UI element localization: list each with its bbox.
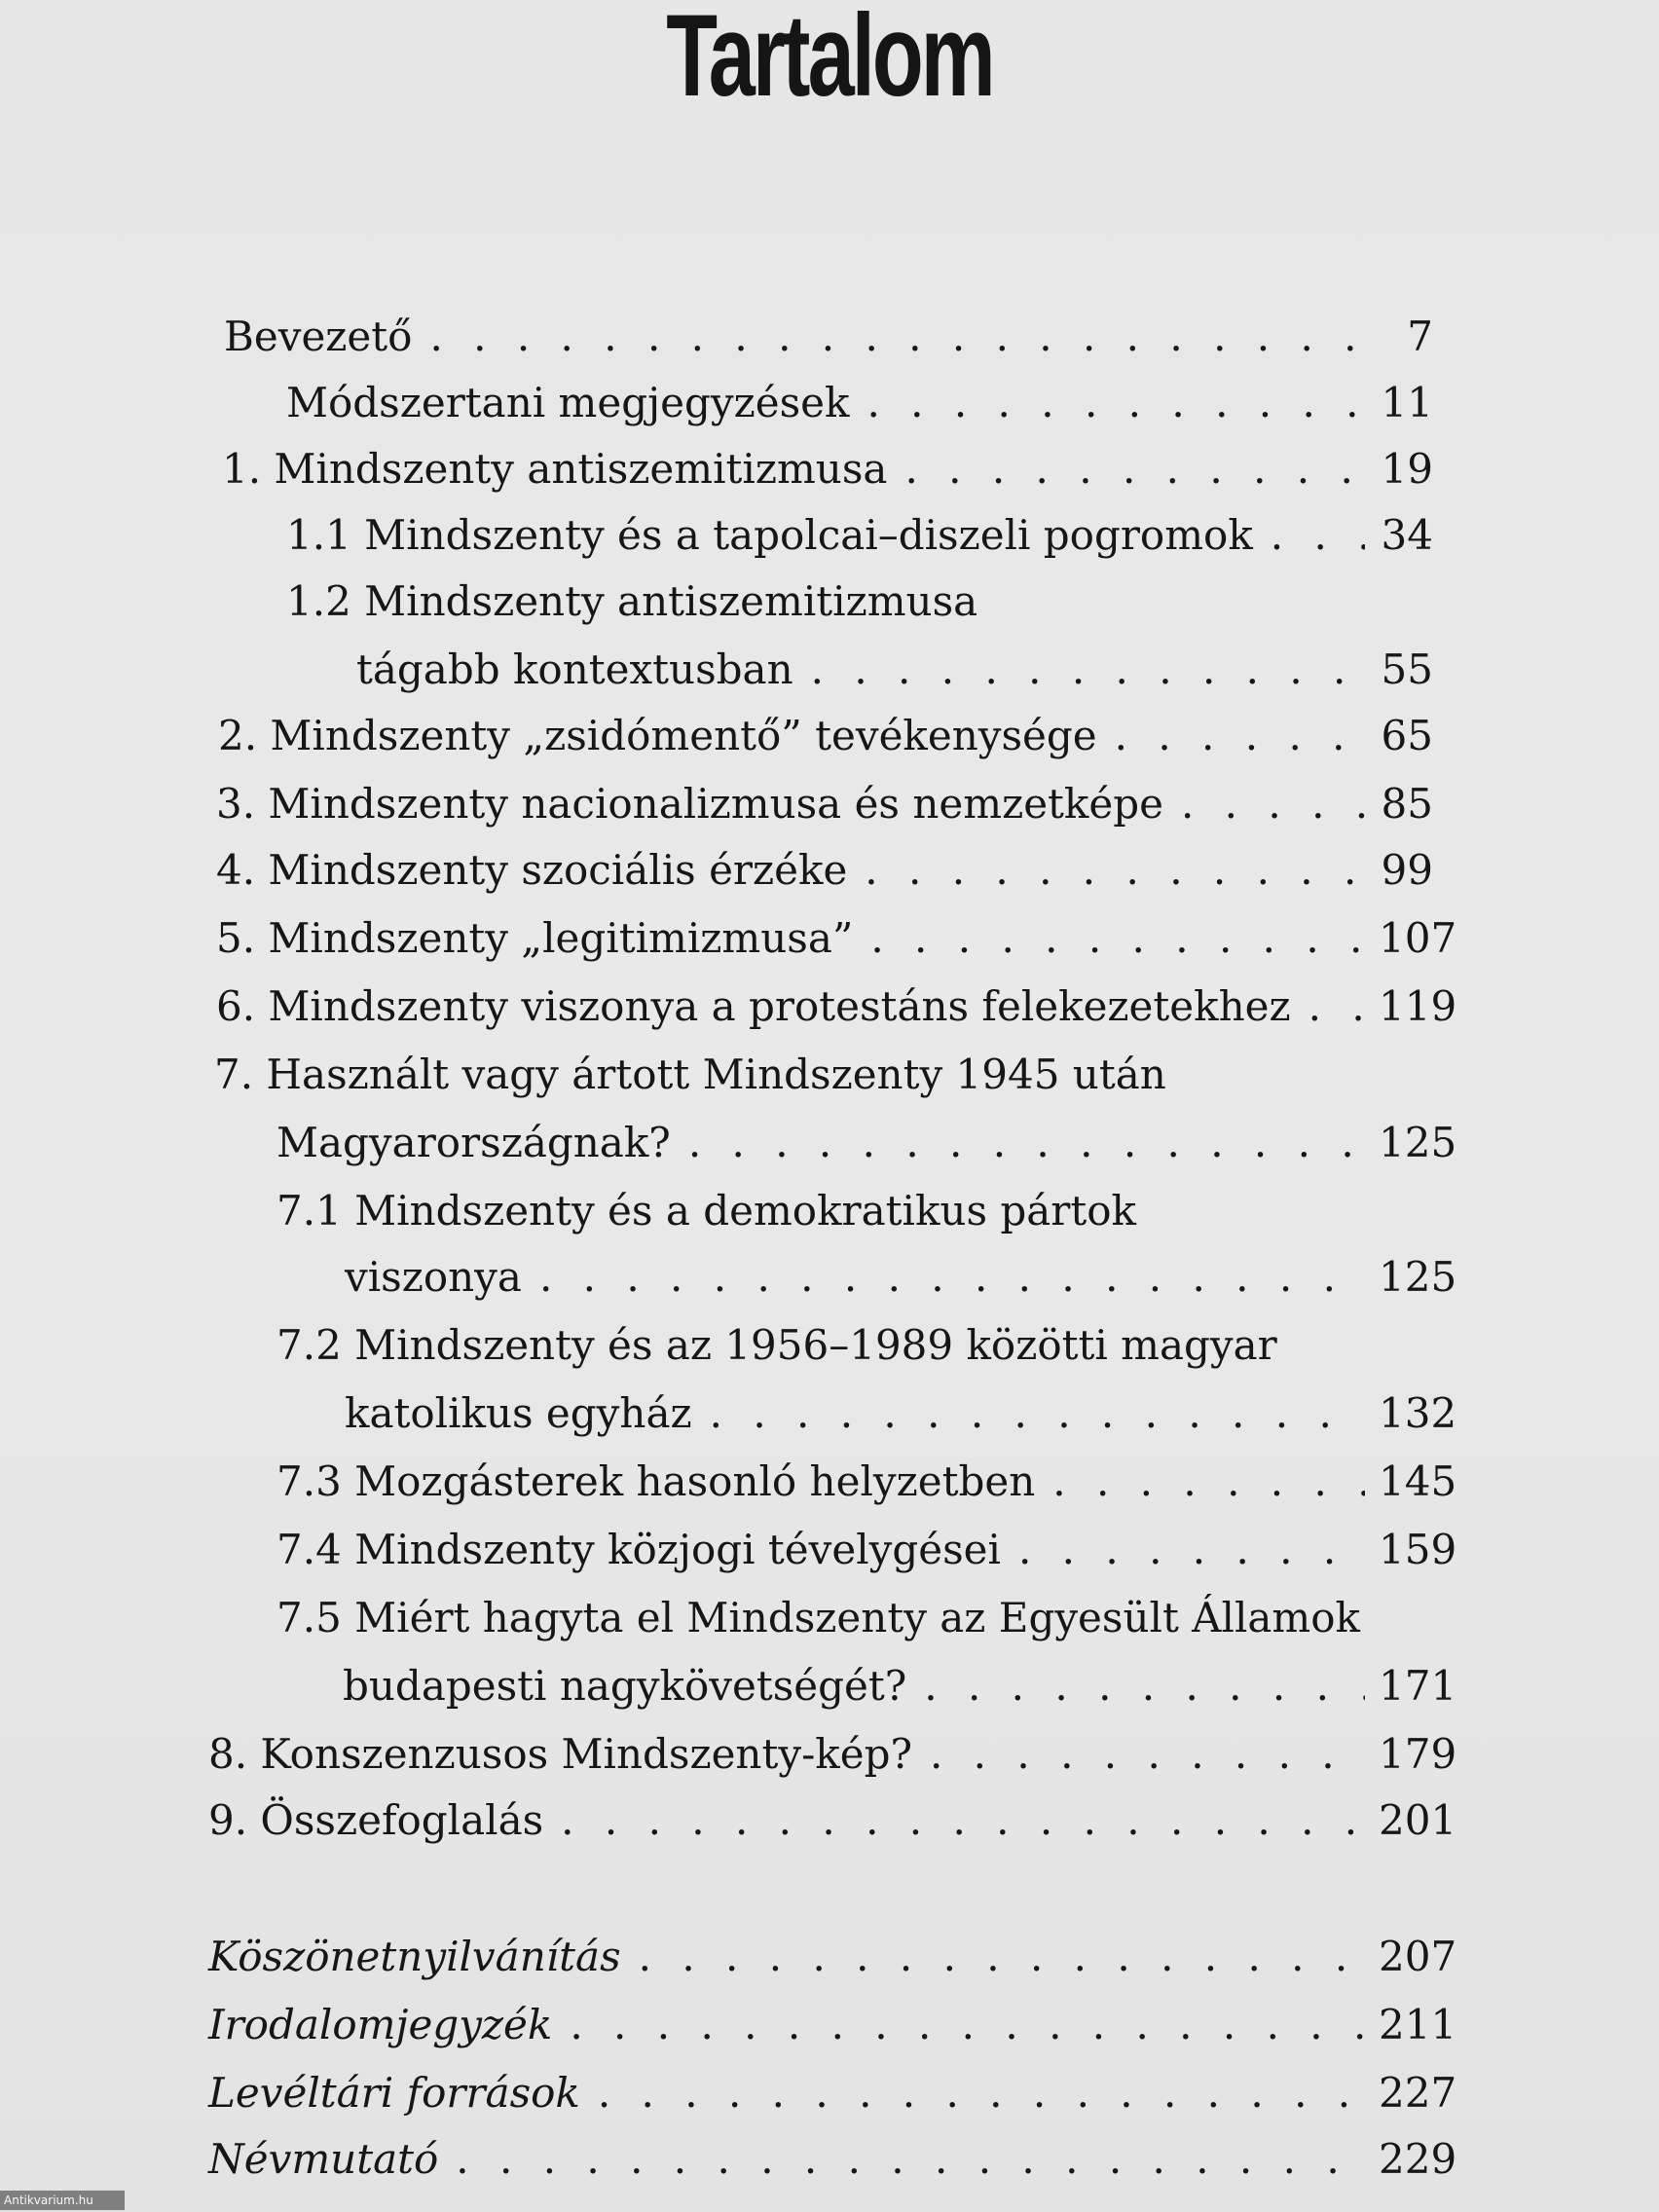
toc-page-number: 171 xyxy=(1379,1662,1457,1710)
dot-leader xyxy=(710,1386,1365,1441)
dot-leader xyxy=(865,843,1365,898)
toc-label: Levéltári források xyxy=(208,2069,580,2117)
toc-entry-section-7-1-line1: 7.1 Mindszenty és a demokratikus pártok xyxy=(276,1187,1136,1235)
watermark: Antikvarium.hu xyxy=(0,2191,125,2210)
toc-page-number: 179 xyxy=(1379,1730,1457,1778)
dot-leader xyxy=(1052,1455,1365,1509)
toc-page-number: 11 xyxy=(1381,379,1433,426)
toc-label: Bevezető xyxy=(224,313,413,360)
toc-entry-chapter-1 xyxy=(222,442,1433,497)
page-title: Tartalom xyxy=(666,0,993,121)
toc-entry-section-7-5 xyxy=(343,1659,1457,1714)
dot-leader xyxy=(1309,979,1365,1034)
dot-leader xyxy=(930,1727,1365,1782)
toc-label: Köszönetnyilvánítás xyxy=(208,1933,621,1980)
toc-page-number: 201 xyxy=(1379,1796,1457,1844)
toc-label: 7.3 Mozgásterek hasonló helyzetben xyxy=(276,1457,1036,1505)
toc-page-number: 132 xyxy=(1379,1389,1457,1437)
toc-entry-leveltari-forrasok xyxy=(208,2066,1457,2120)
dot-leader xyxy=(429,310,1365,364)
toc-label: 8. Konszenzusos Mindszenty-kép? xyxy=(208,1730,912,1778)
toc-label: Magyarországnak? xyxy=(276,1119,671,1166)
toc-page-number: 125 xyxy=(1379,1253,1457,1301)
toc-page-number: 119 xyxy=(1379,982,1457,1030)
toc-page-number: 229 xyxy=(1379,2135,1457,2183)
dot-leader xyxy=(570,1998,1365,2052)
toc-label: 7.4 Mindszenty közjogi tévelygései xyxy=(276,1526,1001,1573)
toc-label: 3. Mindszenty nacionalizmusa és nemzetképe xyxy=(216,780,1163,828)
toc-label: Névmutató xyxy=(208,2135,439,2183)
toc-page-number: 85 xyxy=(1381,780,1433,828)
toc-entry-section-7-4 xyxy=(276,1523,1457,1577)
toc-entry-koszonetnyilvanitas xyxy=(208,1930,1457,1984)
toc-entry-nevmutato xyxy=(208,2132,1457,2187)
toc-entry-section-7-2 xyxy=(345,1386,1457,1441)
toc-page-number: 7 xyxy=(1407,313,1433,360)
dot-leader xyxy=(904,442,1365,497)
dot-leader xyxy=(1271,508,1365,563)
toc-entry-chapter-7 xyxy=(276,1116,1457,1170)
toc-label: 5. Mindszenty „legitimizmusa” xyxy=(216,914,854,962)
toc-page-number: 227 xyxy=(1379,2069,1457,2117)
dot-leader xyxy=(598,2066,1365,2120)
dot-leader xyxy=(1181,777,1365,831)
toc-entry-section-7-3 xyxy=(276,1455,1457,1509)
toc-entry-section-1-2 xyxy=(356,643,1433,697)
toc-entry-bevezeto xyxy=(224,310,1433,364)
toc-page-number: 159 xyxy=(1379,1526,1457,1573)
dot-leader xyxy=(639,1930,1365,1984)
toc-entry-section-7-5-line1: 7.5 Miért hagyta el Mindszenty az Egyesült Államok xyxy=(276,1594,1360,1641)
toc-entry-chapter-9 xyxy=(208,1793,1457,1848)
toc-label: 4. Mindszenty szociális érzéke xyxy=(216,846,848,894)
toc-entry-chapter-6 xyxy=(216,979,1457,1034)
toc-label: 2. Mindszenty „zsidómentő” tevékenysége xyxy=(218,712,1097,759)
dot-leader xyxy=(561,1793,1365,1848)
dot-leader xyxy=(866,376,1365,430)
toc-page-number: 145 xyxy=(1379,1457,1457,1505)
toc-label: tágabb kontextusban xyxy=(356,645,793,693)
toc-entry-chapter-8 xyxy=(208,1727,1457,1782)
toc-page-number: 107 xyxy=(1379,914,1457,962)
toc-label: Módszertani megjegyzések xyxy=(286,379,850,426)
toc-entry-chapter-3 xyxy=(216,777,1433,831)
toc-page-number: 65 xyxy=(1381,712,1433,759)
toc-entry-chapter-2 xyxy=(218,709,1433,763)
toc-page-number: 55 xyxy=(1381,645,1433,693)
toc-entry-chapter-7-line1: 7. Használt vagy ártott Mindszenty 1945 után xyxy=(214,1051,1166,1098)
dot-leader xyxy=(688,1116,1365,1170)
dot-leader xyxy=(811,643,1365,697)
toc-entry-chapter-5 xyxy=(216,911,1457,966)
toc-label: katolikus egyház xyxy=(345,1389,692,1437)
dot-leader xyxy=(1018,1523,1365,1577)
toc-label: viszonya xyxy=(345,1253,522,1301)
toc-label: budapesti nagykövetségét? xyxy=(343,1662,907,1710)
toc-page-number: 211 xyxy=(1379,2001,1457,2048)
dot-leader xyxy=(870,911,1365,966)
toc-page-number: 34 xyxy=(1381,511,1433,559)
toc-label: Irodalomjegyzék xyxy=(208,2001,553,2048)
toc-page-number: 125 xyxy=(1379,1119,1457,1166)
dot-leader xyxy=(539,1250,1365,1305)
toc-label: 1. Mindszenty antiszemitizmusa xyxy=(222,445,888,493)
toc-entry-irodalomjegyzek xyxy=(208,1998,1457,2052)
toc-page-number: 99 xyxy=(1381,846,1433,894)
toc-entry-section-1-1 xyxy=(286,508,1433,563)
toc-label: 9. Összefoglalás xyxy=(208,1796,544,1844)
toc-label: 6. Mindszenty viszonya a protestáns felekezetekhez xyxy=(216,982,1291,1030)
toc-entry-chapter-4 xyxy=(216,843,1433,898)
toc-entry-modszertani xyxy=(286,376,1433,430)
dot-leader xyxy=(456,2132,1365,2187)
dot-leader xyxy=(1115,709,1365,763)
toc-entry-section-7-2-line1: 7.2 Mindszenty és az 1956–1989 közötti magyar xyxy=(276,1321,1277,1369)
toc-page-number: 19 xyxy=(1381,445,1433,493)
toc-entry-section-7-1 xyxy=(345,1250,1457,1305)
toc-page-number: 207 xyxy=(1379,1933,1457,1980)
toc-label: 1.1 Mindszenty és a tapolcai–diszeli pogromok xyxy=(286,511,1253,559)
toc-entry-section-1-2-line1: 1.2 Mindszenty antiszemitizmusa xyxy=(286,577,978,625)
dot-leader xyxy=(924,1659,1365,1714)
